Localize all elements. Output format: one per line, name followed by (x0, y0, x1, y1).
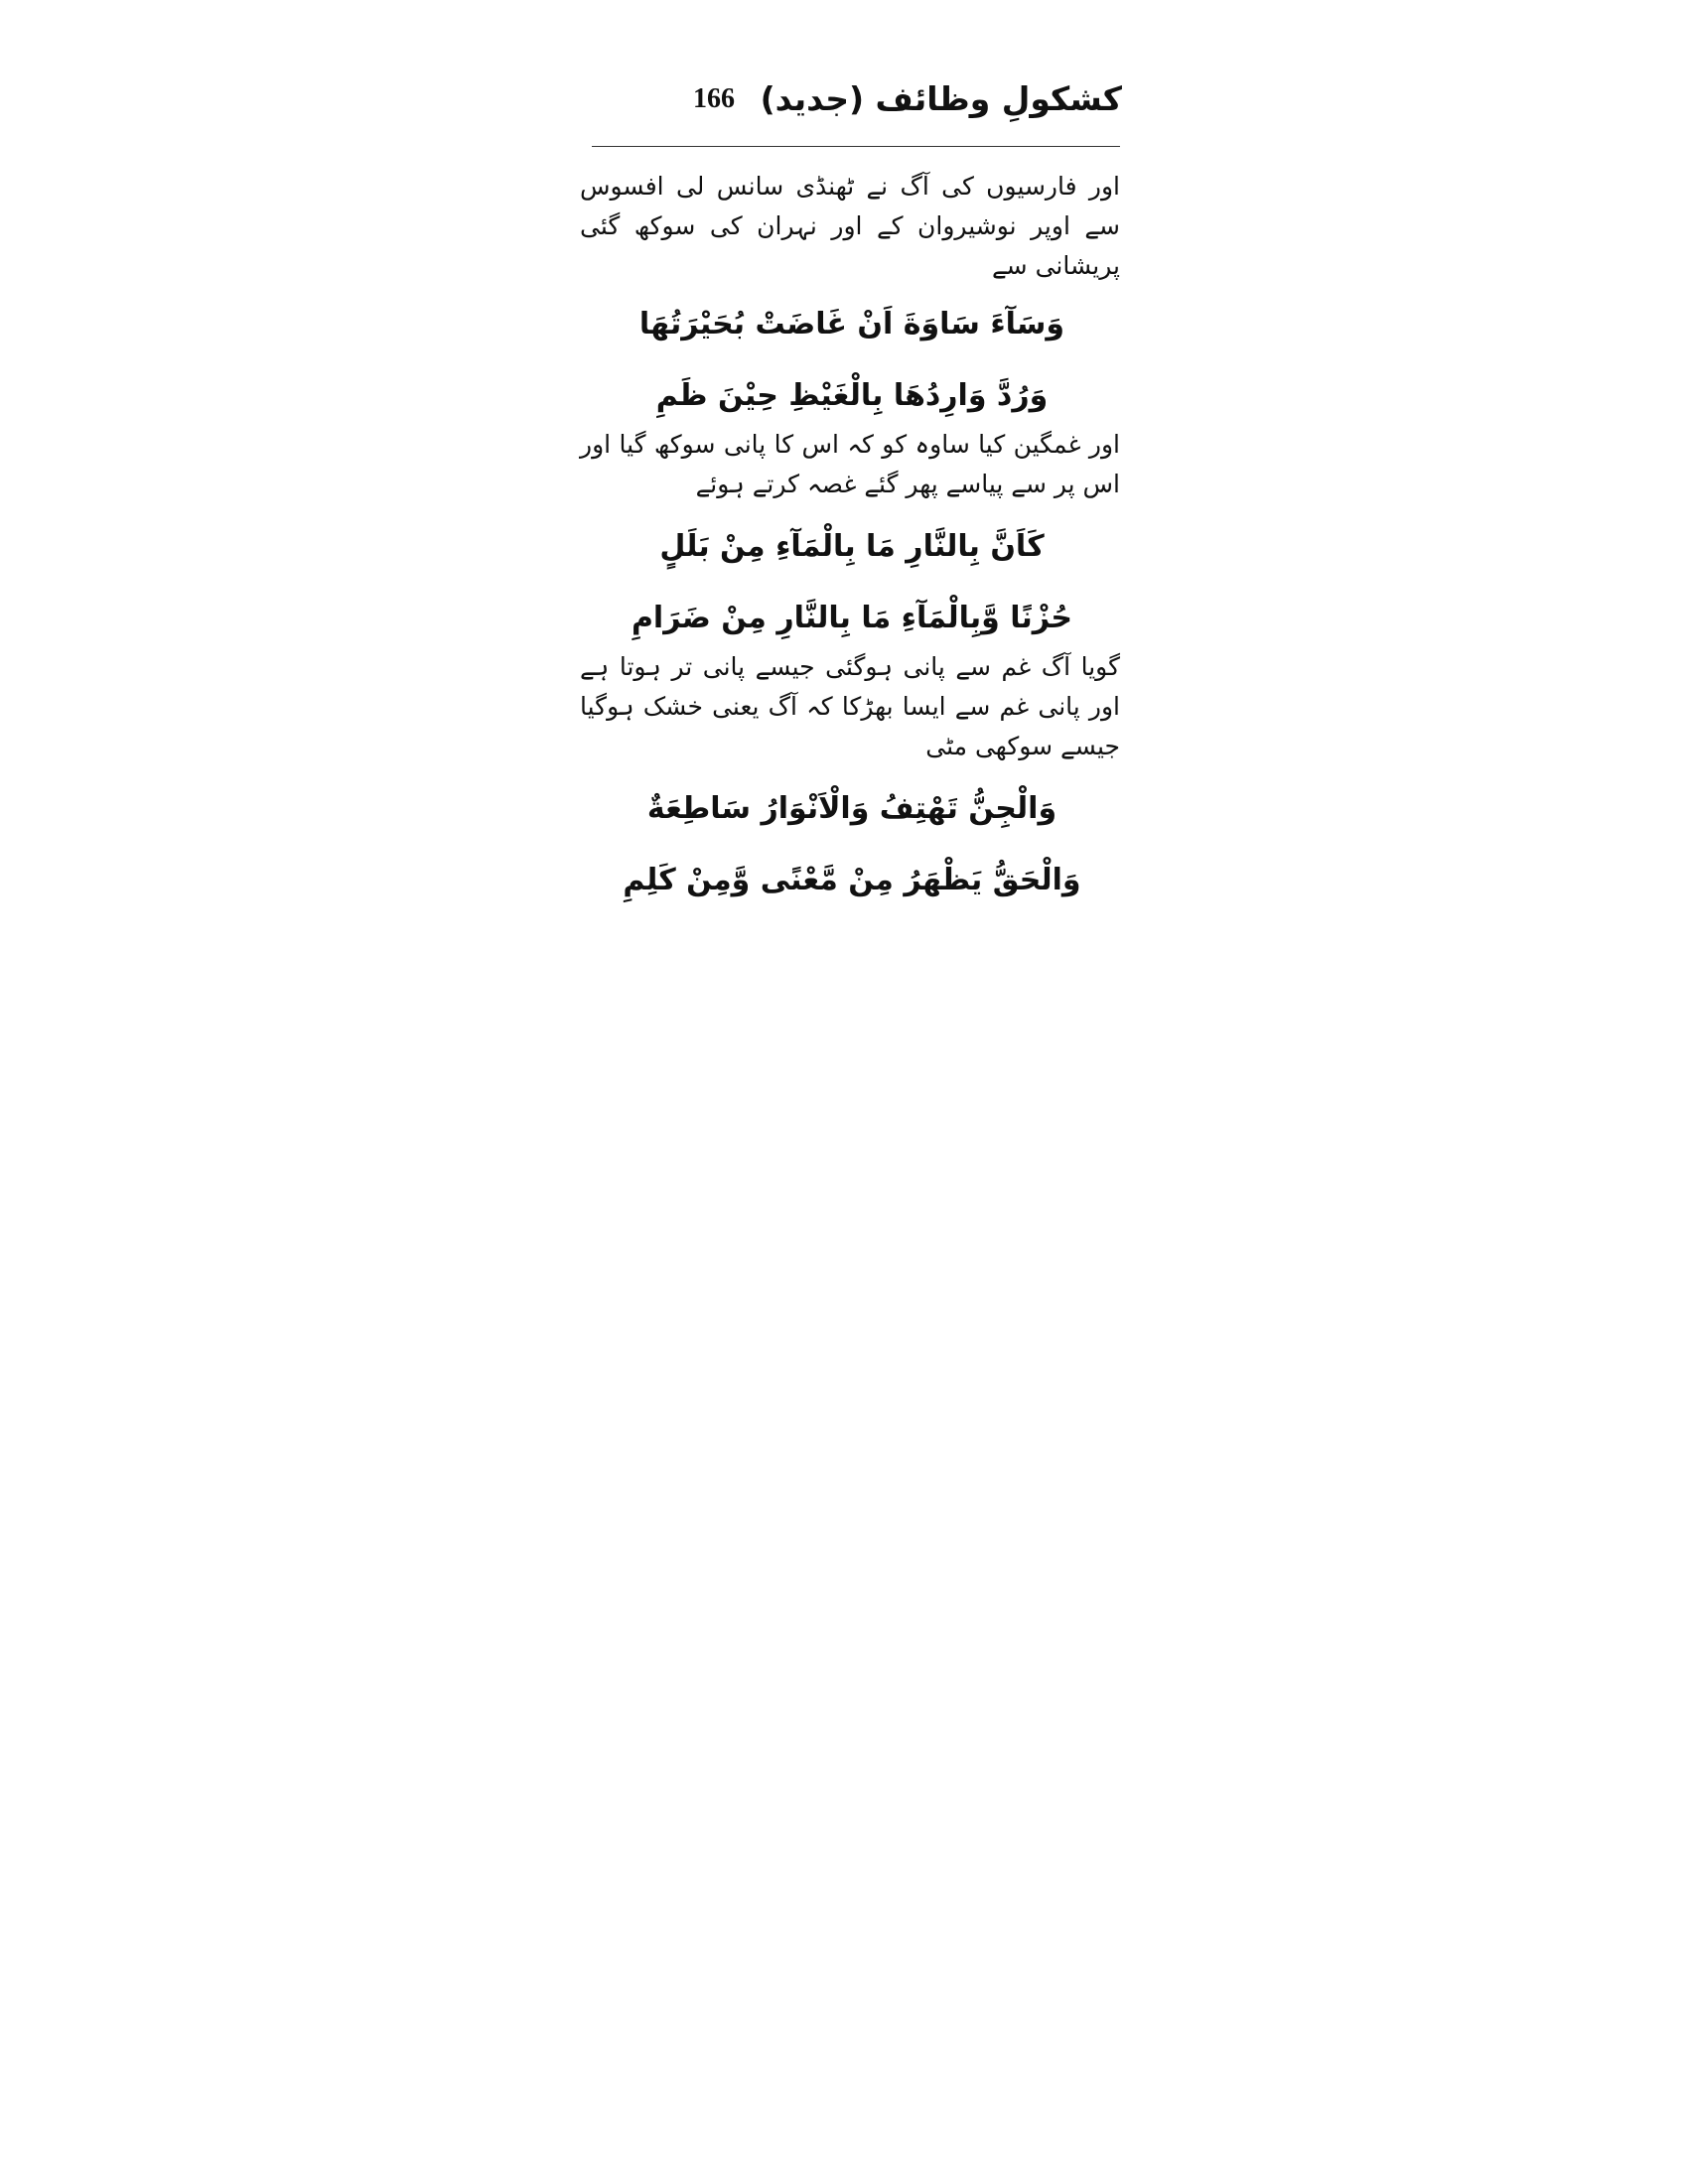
arabic-verse-line: كَاَنَّ بِالنَّارِ مَا بِالْمَآءِ مِنْ بَلَلٍ (659, 529, 1045, 564)
page-number: 166 (693, 83, 735, 114)
running-book-title: کشکولِ وظائف (جدید) (760, 79, 1122, 118)
page-content (574, 157, 1130, 901)
arabic-verse-line: وَرُدَّ وَارِدُهَا بِالْغَيْظِ حِيْنَ ظَمِ (655, 378, 1049, 413)
header-divider (592, 146, 1120, 147)
page-header (586, 79, 1122, 139)
arabic-verse-line: وَالْجِنُّ تَهْتِفُ وَالْاَنْوَارُ سَاطِعَةٌ (646, 791, 1057, 826)
urdu-translation-paragraph: اور غمگین کیا ساوہ کو کہ اس کا پانی سوکھ گیا اور اس پر سے پیاسے پھر گئے غصہ کرتے ہوئے (580, 430, 1120, 498)
urdu-translation-paragraph: اور فارسیوں کی آگ نے ٹھنڈی سانس لی افسوس سے اوپر نوشیروان کے اور نہران کی سوکھ گئی پریشانی سے (580, 172, 1120, 280)
arabic-verse-line: وَالْحَقُّ يَظْهَرُ مِنْ مَّعْنًى وَّمِنْ كَلِمِ (623, 863, 1081, 897)
arabic-verse-line: حُزْنًا وَّبِالْمَآءِ مَا بِالنَّارِ مِنْ ضَرَامِ (631, 601, 1073, 635)
arabic-verse-line: وَسَآءَ سَاوَةَ اَنْ غَاضَتْ بُحَيْرَتُهَا (638, 307, 1065, 341)
urdu-translation-paragraph: گویا آگ غم سے پانی ہوگئی جیسے پانی تر ہوتا ہے اور پانی غم سے ایسا بھڑکا کہ آگ یعنی خشک ہوگیا جیسے سوکھی مٹی (580, 652, 1120, 760)
